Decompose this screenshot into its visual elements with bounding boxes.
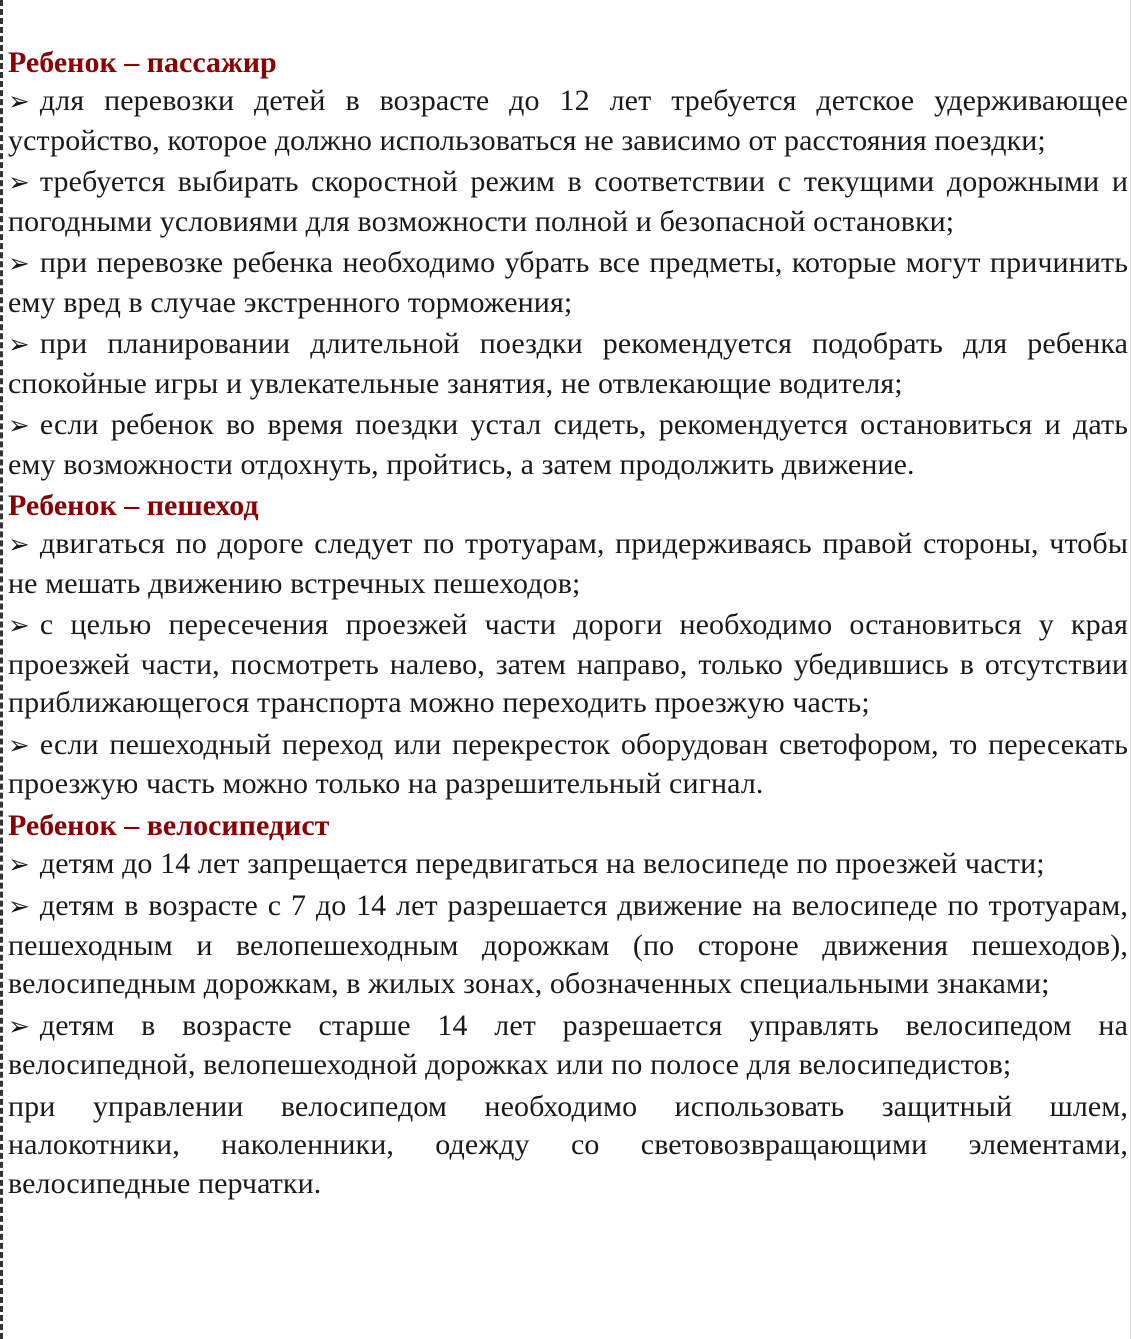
list-item-text: при планировании длительной поездки рекомендуется подобрать для ребенка спокойные игры и увлекательные занятия, не отвлекающие водителя; <box>8 327 1128 400</box>
list-item <box>8 726 1128 804</box>
list-item <box>8 845 1128 885</box>
document-body <box>8 44 1128 1206</box>
arrow-bullet-icon: ➢ <box>8 87 30 117</box>
list-item-text: детям в возрасте старше 14 лет разрешается управлять велосипедом на велосипедной, велопешеходной дорожках или по полосе для велосипедистов; <box>8 1008 1128 1081</box>
list-item <box>8 163 1128 241</box>
list-item-text: для перевозки детей в возрасте до 12 лет требуется детское удерживающее устройство, которое должно использоваться не зависимо от расстояния поездки; <box>8 84 1128 157</box>
list-item-text: при перевозке ребенка необходимо убрать все предметы, которые могут причинить ему вред в случае экстренного торможения; <box>8 246 1128 319</box>
list-item-text: если пешеходный переход или перекресток оборудован светофором, то пересекать проезжую часть можно только на разрешительный сигнал. <box>8 727 1128 800</box>
arrow-bullet-icon: ➢ <box>8 530 30 560</box>
section-pedestrian <box>8 487 1128 804</box>
list-item-text: при управлении велосипедом необходимо использовать защитный шлем, налокотники, наколенники, одежду со световозвращающими элементами, велосипедные перчатки. <box>8 1089 1128 1200</box>
list-item-text: двигаться по дороге следует по тротуарам, придерживаясь правой стороны, чтобы не мешать движению встречных пешеходов; <box>8 527 1128 600</box>
list-item <box>8 525 1128 603</box>
list-item-text: с целью пересечения проезжей части дороги необходимо остановиться у края проезжей части, посмотреть налево, затем направо, только убедившись в отсутствии приближающегося транспорта можно переходить проезжую часть; <box>8 608 1128 719</box>
left-dashed-border <box>0 0 3 1339</box>
list-item <box>8 82 1128 160</box>
arrow-bullet-icon: ➢ <box>8 249 30 279</box>
section-cyclist <box>8 807 1128 1204</box>
list-item <box>8 606 1128 723</box>
arrow-bullet-icon: ➢ <box>8 892 30 922</box>
arrow-bullet-icon: ➢ <box>8 330 30 360</box>
list-item-text: если ребенок во время поездки устал сидеть, рекомендуется остановиться и дать ему возможности отдохнуть, пройтись, а затем продолжить движение. <box>8 408 1128 481</box>
arrow-bullet-icon: ➢ <box>8 411 30 441</box>
list-item <box>8 887 1128 1004</box>
arrow-bullet-icon: ➢ <box>8 1011 30 1042</box>
list-item <box>8 406 1128 484</box>
list-item-text: детям до 14 лет запрещается передвигаться на велосипеде по проезжей части; <box>39 846 1045 880</box>
arrow-bullet-icon: ➢ <box>8 849 30 880</box>
arrow-bullet-icon: ➢ <box>8 168 30 198</box>
arrow-bullet-icon: ➢ <box>8 730 30 761</box>
list-item-text: детям в возрасте с 7 до 14 лет разрешается движение на велосипеде по тротуарам, пешеходным и велопешеходным дорожкам (по стороне движения пешеходов), велосипедным дорожкам, в жилых зонах, обозначенных специальными знаками; <box>8 889 1128 1000</box>
section-passenger <box>8 44 1128 484</box>
arrow-bullet-icon: ➢ <box>8 611 30 641</box>
list-item <box>8 325 1128 403</box>
section-heading: Ребенок – велосипедист <box>8 808 330 842</box>
section-heading: Ребенок – пассажир <box>8 46 277 79</box>
list-item <box>8 1088 1128 1204</box>
list-item-text: требуется выбирать скоростной режим в соответствии с текущими дорожными и погодными условиями для возможности полной и безопасной остановки; <box>8 165 1128 238</box>
list-item <box>8 244 1128 322</box>
section-heading: Ребенок – пешеход <box>8 489 259 522</box>
list-item <box>8 1007 1128 1085</box>
